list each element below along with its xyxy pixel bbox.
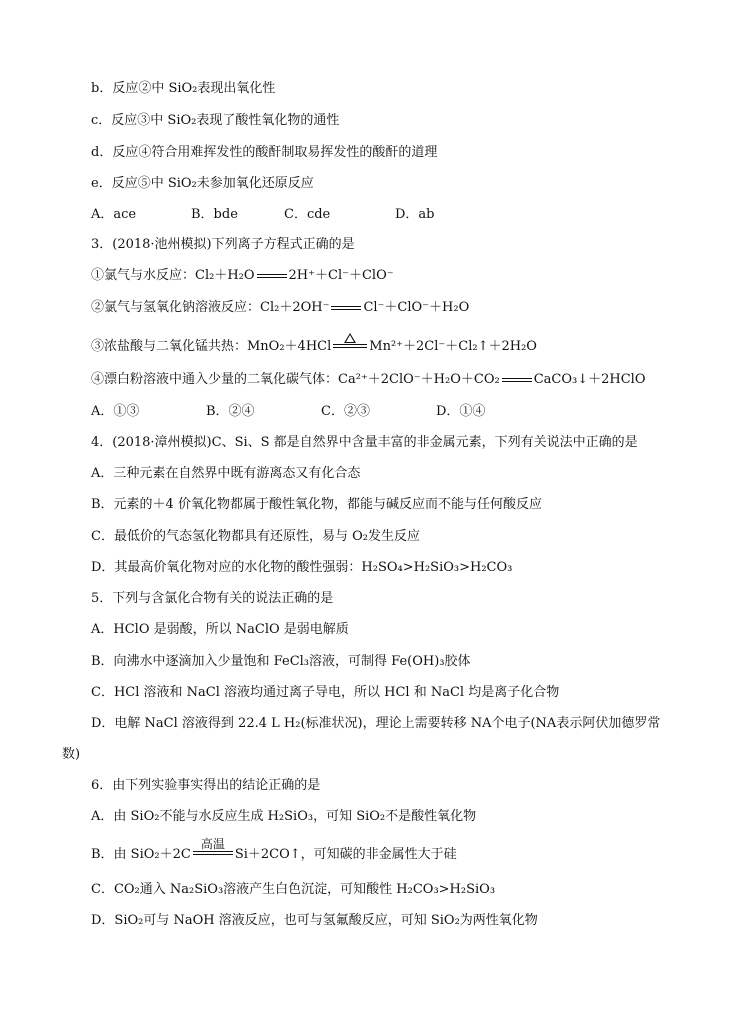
q3-eq1-right: 2H⁺＋Cl⁻＋ClO⁻ (288, 268, 394, 283)
q3-options (91, 404, 511, 420)
q3-option-d: D．①④ (436, 404, 486, 419)
q3-stem: 3．(2018·池州模拟)下列离子方程式正确的是 (91, 237, 355, 252)
q4-option-d: D．其最高价氧化物对应的水化物的酸性强弱：H₂SO₄>H₂SiO₃>H₂CO₃ (91, 560, 513, 575)
q2-option-b: B．bde (191, 207, 238, 222)
equals-sign (502, 378, 532, 382)
q3-option-a: A．①③ (91, 404, 140, 419)
delta-icon (344, 333, 356, 343)
q6-stem: 6．由下列实验事实得出的结论正确的是 (91, 778, 321, 793)
q3-eq1-left: ①氯气与水反应：Cl₂＋H₂O (91, 268, 255, 283)
q2-option-d: D．ab (395, 207, 435, 222)
q5-option-d-cont: 数) (62, 747, 81, 762)
q5-option-a: A．HClO 是弱酸，所以 NaClO 是弱电解质 (91, 622, 349, 637)
q3-equation-2 (91, 300, 469, 316)
q3-equation-4 (91, 372, 645, 388)
q3-eq2-left: ②氯气与氢氧化钠溶液反应：Cl₂＋2OH⁻ (91, 300, 330, 315)
q3-eq4-left: ④漂白粉溶液中通入少量的二氧化碳气体：Ca²⁺＋2ClO⁻＋H₂O＋CO₂ (91, 372, 500, 387)
q5-stem: 5．下列与含氯化合物有关的说法正确的是 (91, 591, 334, 606)
q4-option-c: C．最低价的气态氢化物都具有还原性，易与 O₂发生反应 (91, 529, 420, 544)
q3-eq3-left: ③浓盐酸与二氧化锰共热：MnO₂＋4HCl (91, 339, 332, 354)
q6-b-right: Si＋2CO↑，可知碳的非金属性大于硅 (234, 847, 457, 862)
q3-eq2-right: Cl⁻＋ClO⁻＋H₂O (363, 300, 470, 315)
q2-option-c: C．cde (284, 207, 331, 222)
q5-option-c: C．HCl 溶液和 NaCl 溶液均通过离子导电，所以 HCl 和 NaCl 均是离子化合物 (91, 685, 560, 700)
q3-eq4-right: CaCO₃↓＋2HClO (533, 372, 646, 387)
q4-option-a: A．三种元素在自然界中既有游离态又有化合态 (91, 466, 361, 481)
equals-sign (331, 306, 361, 310)
heating-condition (333, 333, 367, 348)
q2-options (91, 207, 491, 223)
q6-b-left: B．由 SiO₂＋2C (91, 847, 191, 862)
q4-stem: 4．(2018·漳州模拟)C、Si、S 都是自然界中含量丰富的非金属元素，下列有关说法中正确的是 (91, 435, 638, 450)
q3-option-c: C．②③ (321, 404, 370, 419)
q2-item-e: e．反应⑤中 SiO₂未参加氧化还原反应 (91, 176, 314, 191)
q6-option-d: D．SiO₂可与 NaOH 溶液反应，也可与氢氟酸反应，可知 SiO₂为两性氧化物 (91, 913, 538, 928)
q3-eq3-right: Mn²⁺＋2Cl⁻＋Cl₂↑＋2H₂O (369, 339, 537, 354)
q5-option-b: B．向沸水中逐滴加入少量饱和 FeCl₃溶液，可制得 Fe(OH)₃胶体 (91, 654, 471, 669)
q2-item-b: b．反应②中 SiO₂表现出氧化性 (91, 81, 276, 96)
equals-sign (257, 274, 287, 278)
q2-item-d: d．反应④符合用难挥发性的酸酐制取易挥发性的酸酐的道理 (91, 145, 438, 160)
q3-option-b: B．②④ (206, 404, 255, 419)
q2-item-c: c．反应③中 SiO₂表现了酸性氧化物的通性 (91, 113, 340, 128)
q2-option-a: A．ace (91, 207, 137, 222)
q3-equation-3 (91, 339, 537, 355)
high-temp-condition (193, 838, 233, 855)
q6-option-a: A．由 SiO₂不能与水反应生成 H₂SiO₃，可知 SiO₂不是酸性氧化物 (91, 809, 477, 824)
q5-option-d: D．电解 NaCl 溶液得到 22.4 L H₂(标准状况)，理论上需要转移 NA个电子(NA表示阿伏加德罗常 (91, 716, 661, 731)
q4-option-b: B．元素的＋4 价氧化物都属于酸性氧化物，都能与碱反应而不能与任何酸反应 (91, 497, 542, 512)
q6-option-c: C．CO₂通入 Na₂SiO₃溶液产生白色沉淀，可知酸性 H₂CO₃>H₂SiO₃ (91, 882, 496, 897)
q3-equation-1 (91, 268, 394, 284)
q6-option-b (91, 837, 457, 863)
condition-label: 高温 (200, 837, 225, 851)
